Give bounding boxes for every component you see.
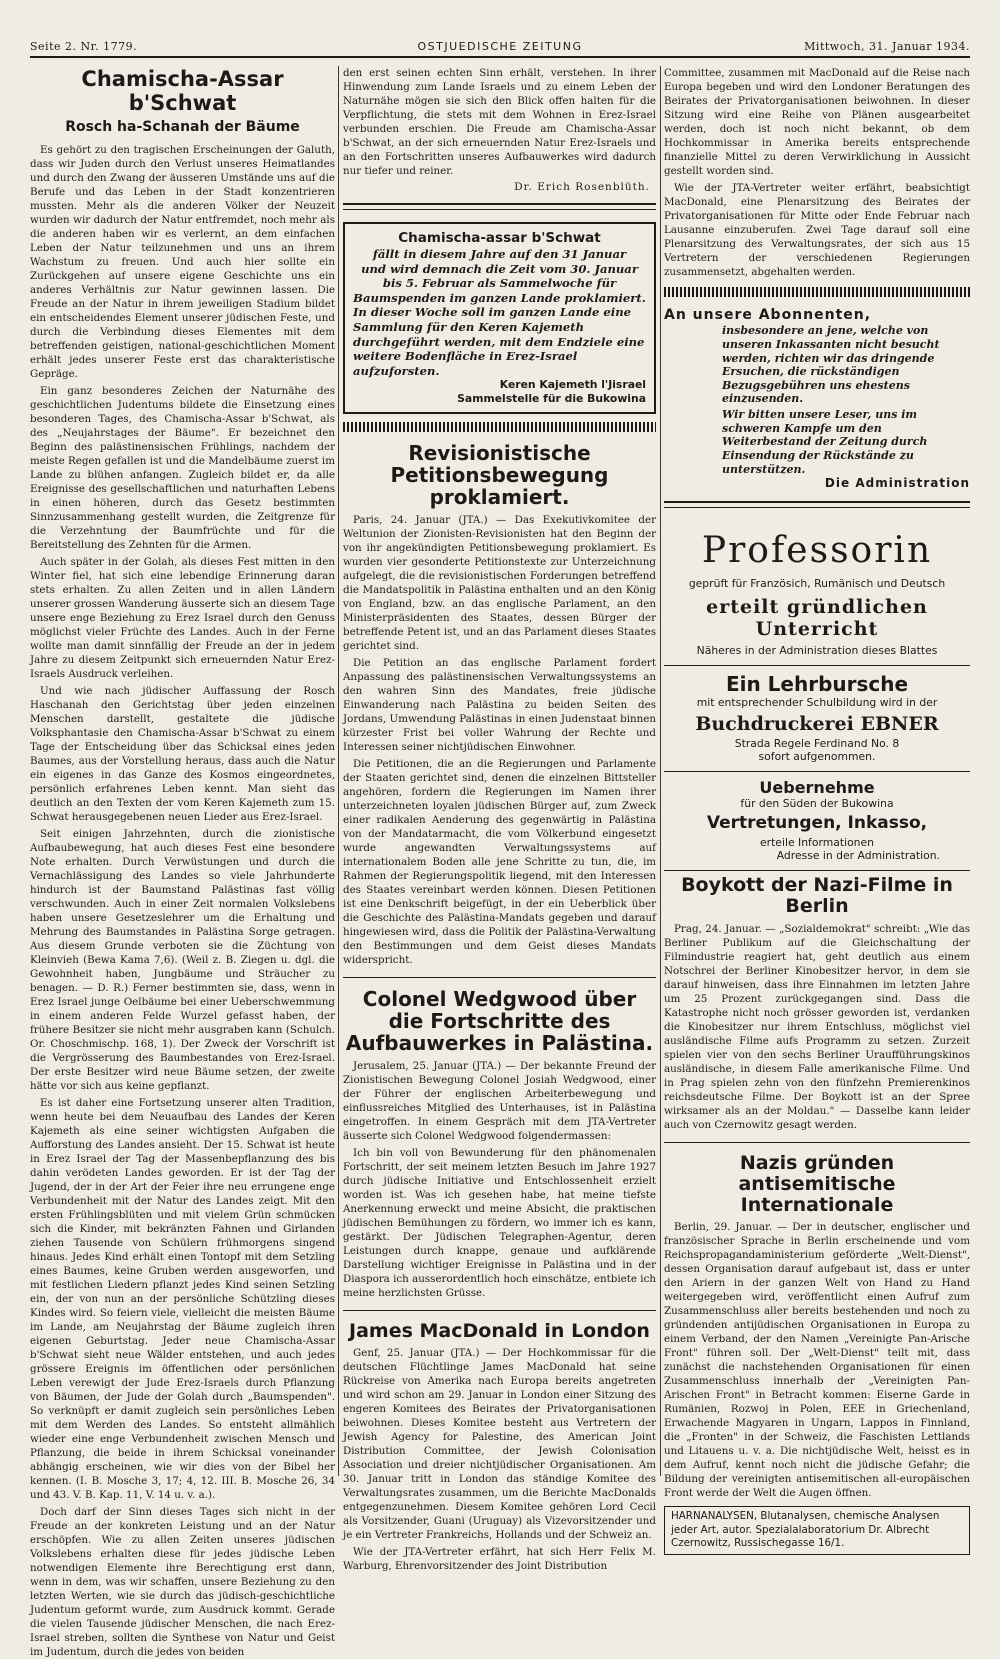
ad-line: erteilt gründlichen Unterricht <box>706 596 928 641</box>
subscriber-notice <box>664 307 970 491</box>
notice-line: Wir bitten unsere Leser, uns im schweren Kampfe um den Weiterbestand der Zeitung durch Einsendung der Rückstände zu unterstützen. <box>722 408 928 476</box>
article-title: Nazis gründen antisemitische Internationale <box>738 1151 896 1217</box>
column-3 <box>664 66 970 1550</box>
ad-uebernehme <box>664 772 970 871</box>
paragraph: Paris, 24. Januar (JTA.) — Das Exekutivkomitee der Weltunion der Zionisten-Revisionisten hat den Beginn der von ihr angekündigten Petitionsbewegung proklamiert. Es wurden vier gesonderte Petitionstexte zur Unterzeichnung aufgelegt, die die revisionistischen Forderungen betreffend die Mandatspolitik in Palästina enthalten und an den König von England, bzw. an das englische Parlament, an den Ministerpräsidenten des Staates, dessen Bürger der betreffende Petent ist, und an das Parlament dieses Staates gerichtet sind. <box>343 513 656 652</box>
article-title: Boykott der Nazi-Filme in Berlin <box>681 874 953 918</box>
tu-bishvat-notice <box>343 222 656 414</box>
ad-harnanalysen: HARNANALYSEN, Blutanalysen, chemische Analysen jeder Art, autor. Spezialalaboratorium Dr. Albrecht Czernowitz, Russischegasse 16/1. <box>664 1506 970 1554</box>
ad-title: Professorin <box>701 530 933 572</box>
ad-line: für den Süden der Bukowina <box>740 797 894 811</box>
ad-line: sofort aufgenommen. <box>758 750 876 764</box>
ad-line: Adresse in der Administration. <box>776 849 940 863</box>
ad-line: Näheres in der Administration dieses Blattes <box>696 644 938 658</box>
paragraph: Die Petition an das englische Parlament fordert Anpassung des palästinensischen Verwaltungssystems an den wahren Sinn des Mandates, freie jüdische Einwanderung nach Palästina zu beiden Seiten des Jordans, Umwendung Palästinas in einen Judenstaat binnen kürzester Frist bei voller Wahrung der Rechte und Interessen seiner nichtjüdischen Einwohner. <box>343 656 656 753</box>
paragraph: Wie der JTA-Vertreter weiter erfährt, beabsichtigt MacDonald, eine Plenarsitzung des Beirates der Privatorganisationen für Mitte oder Ende Februar nach Lausanne einzuberufen. Zwei Tage darauf soll eine Plenarsitzung des Verwaltungsrates, der sich aus 15 Vertretern der verschiedenen Regierungen zusammensetzt, abgehalten werden. <box>664 182 970 278</box>
paragraph: Ein ganz besonderes Zeichen der Naturnähe des geschichtlichen Judentums bildete die Einsetzung eines besonderen Tages, des Chamischa-Assar b'Schwat, als des „Neujahrstages der Bäume". Er bezeichnet den Beginn des palästinensischen Frühlings, nachdem der meiste Regen gefallen ist und die Mandelbäume zuerst im Lande zu blühen anfangen. Zugleich bildet er, da alle Ereignisse des gesellschaftlichen und naturhaften Lebens in einen höheren, durch das Gesetz bestimmten Sinnzusammenhang gestellt wurden, die Zeitgrenze für die Verzehntung der Baumfrüchte und für die Bereitstellung des Zehnten für die Armen. <box>30 385 335 552</box>
paragraph: Es gehört zu den tragischen Erscheinungen der Galuth, dass wir Juden durch den Verlust unseres Heimatlandes und durch den Zwang der äusseren Umstände uns auf die Berufe und das Leben in der Stadt konzentrieren mussten. Mehr als die anderen Völker der Neuzeit wurden wir dadurch der Natur entfremdet, noch mehr als die anderen haben wir es verlernt, an dem einfachen Leben der Natur teilzunehmen und uns an ihrem Wachstum zu freuen. Und auch hier sollte ein Zurückgehen auf unsere eigene Geschichte uns ein anderes Verhältnis zur Natur gewinnen lassen. Die Freude an der Natur in ihrem jeweiligen Stadium bildet ein entscheidendes Element unserer jüdischen Feste, und durch die Verbindung dieses Elementes mit dem betreffenden geistigen, national-geschichtlichen Moment erhält jedes unserer Feste erst das charakteristische Gepräge. <box>30 144 335 381</box>
divider <box>343 977 656 978</box>
paragraph: Auch später in der Golah, als dieses Fest mitten in den Winter fiel, hat sich eine lebendige Erinnerung daran stets erhalten. Zu allen Zeiten und in allen Ländern unserer grossen Wanderung äusserte sich an diesem Tage unsere enge Beziehung zu Erez Israel durch den Genuss möglichst vieler Früchte des Landes. Auch in der Ferne wollte man damit sinnfällig der Freude an der in jedem Jahre zu diesem Zeitpunkt sich erneuernden Natur Erez-Israels Ausdruck verleihen. <box>30 556 335 681</box>
paragraph: Doch darf der Sinn dieses Tages sich nicht in der Freude an der konkreten Leistung und an der Natur erschöpfen. Wie zu allen Zeiten unseres jüdischen Volkslebens erhalten diese für jedes jüdische Leben notwendigen Elemente ihre Berechtigung erst dann, wenn in dem, was wir schaffen, unsere Beziehung zu den letzten Werten, wie sie durch das jüdisch-geschichtliche Judentum geformt wurde, zum Ausdruck kommt. Gerade die vielen Tausende jüdischer Menschen, die nach Erez-Israel streben, sollten die Synthese von Natur und Geist im Judentum, durch die jedes von beiden <box>30 1506 335 1659</box>
ad-title: Uebernehme <box>759 778 875 798</box>
article-subtitle: Rosch ha-Schanah der Bäume <box>65 119 300 136</box>
notice-line: In dieser Woche soll im ganzen Lande eine Sammlung für den Keren Kajemeth durchgeführt werden, mit dem Endziele eine weitere Bodenfläche in Erez-Israel aufzuforsten. <box>353 305 645 378</box>
article-title: James MacDonald in London <box>349 1319 650 1342</box>
article-title: Revisionistische Petitionsbewegung proklamiert. <box>390 440 609 510</box>
page-number: Seite 2. Nr. 1779. <box>30 40 138 53</box>
paragraph: Jerusalem, 25. Januar (JTA.) — Der bekannte Freund der Zionistischen Bewegung Colonel Josiah Wedgwood, einer der Führer der englischen Arbeiterbewegung und einflussreiches Mitglied des Unterhauses, ist in Palästina eingetroffen. In einem Gespräch mit dem JTA-Vertreter äusserte sich Colonel Wedgwood folgendermassen: <box>343 1059 656 1142</box>
divider <box>343 203 656 210</box>
ad-title: Buchdruckerei EBNER <box>695 713 939 736</box>
paragraph: Berlin, 29. Januar. — Der in deutscher, englischer und französischer Sprache in Berlin erscheinende und vom Reichspropagandaministerium geförderte „Welt-Dienst", dessen Organisation darauf aufgebaut ist, dass er unter den Ariern in der ganzen Welt von Hand zu Hand weitergegeben wird, veröffentlicht einen Aufruf zum Zusammenschluss aller bereits bestehenden und noch zu gründenden antijüdischen Organisationen in Europa zu einem Verband, der den Namen „Vereinigte Pan-Arische Front" führen soll. Der „Welt-Dienst" teilt mit, dass zunächst die nachstehenden Organisationen für einen Zusammenschluss innerhalb der „Vereinigten Pan-Arischen Front" in Betracht kommen: Eiserne Garde in Rumänien, Rozwoj in Polen, EEE in Griechenland, Erwachende Magyaren in Ungarn, Lappos in Finnland, die „Fronten" in der Schweiz, die Faschisten Lettlands und Litauens u. v. a. Die nichtjüdische Welt, heisst es in dem Aufruf, kennt noch nicht die jüdische Gefahr; die Bildung der vereinigten antisemitischen all-europäischen Front werde der Welt die Augen öffnen. <box>664 1221 970 1500</box>
paragraph: Und wie nach jüdischer Auffassung der Rosch Haschanah den Gerichtstag über jeden einzelnen Menschen darstellt, gestaltete die jüdische Volksphantasie den Chamischa-Assar b'Schwat zu einem Tage der Entscheidung über das Schicksal eines jeden Baumes, aus der Vorstellung heraus, dass auch die Natur ein eigenes in das Ganze des Kosmos eingeordnetes, persönlich erfahrenes Leben kennt. Man sieht das deutlich an den Texten der vom Keren Kajemeth zum 15. Schwat herausgegebenen neuen Lieder aus Erez-Israel. <box>30 685 335 824</box>
ad-lehrbursche <box>664 666 970 772</box>
notice-line: fällt in diesem Jahre auf den 31 Januar <box>372 247 627 261</box>
byline: Dr. Erich Rosenblüth. <box>514 181 650 193</box>
ad-line: geprüft für Französich, Rumänisch und Deutsch <box>688 577 946 591</box>
divider <box>343 1310 656 1311</box>
ornament-divider <box>343 422 656 432</box>
paragraph: Genf, 25. Januar (JTA.) — Der Hochkommissar für die deutschen Flüchtlinge James MacDonald hat seine Rückreise von Amerika nach Europa bereits angetreten und wird schon am 29. Januar in London einer Sitzung des engeren Komitees des Beirates der Privatorganisationen beiwohnen. Dieses Komitee besteht aus Vertretern der Jewish Agency for Palestine, des American Joint Distribution Committee, der Jewish Colonisation Association und dreier nichtjüdischer Organisationen. Am 30. Januar tritt in London das ständige Komitee des Verwaltungsrates zusammen, um die Berichte MacDonalds entgegenzunehmen. Diesem Komitee gehören Lord Cecil als Vorsitzender, Guani (Uruguay) als Vizevorsitzender und je ein Vertreter Frankreichs, Hollands und der Schweiz an. <box>343 1347 656 1542</box>
paragraph: Committee, zusammen mit MacDonald auf die Reise nach Europa begeben und wird den Londoner Beratungen des Beirates der Privatorganisationen beiwohnen. In dieser Sitzung wird eine Reihe von Plänen ausgearbeitet werden, doch ist noch nicht bekannt, ob dem Hochkommissar in Amerika bereits entsprechende finanzielle Mittel zu deren Verwirklichung in Aussicht gestellt worden sind. <box>664 67 970 177</box>
notice-line: bis 5. Februar als Sammelwoche für Baumspenden im ganzen Lande proklamiert. <box>353 276 646 305</box>
notice-signature: Die Administration <box>824 476 970 491</box>
ornament-divider <box>664 287 970 297</box>
ad-line: mit entsprechender Schulbildung wird in der <box>696 696 938 710</box>
paragraph: Die Petitionen, die an die Regierungen und Parlamente der Staaten gerichtet sind, denen die einzelnen Bittsteller angehören, fordern die Regierungen im Namen ihrer unterzeichneten loyalen jüdischen Bürger auf, zum Zweck einer radikalen Aenderung des gegenwärtig in Palästina von der Mandatarmacht, die vom Völkerbund eingesetzt wurde angewandten Verwaltungssystems auf internationalem Boden alle jene Schritte zu tun, die, im Rahmen der Regierungspolitik liegend, mit den Interessen des Staates vereinbart werden können. Diesen Petitionen ist eine Denkschrift beigefügt, in der ein Ueberblick über die Geschichte des Palästina-Mandats gegeben und darauf hingewiesen wird, dass die Politik der Palästina-Verwaltung den Bestimmungen und dem Geist dieses Mandats widerspricht. <box>343 757 656 966</box>
paragraph: Ich bin voll von Bewunderung für den phänomenalen Fortschritt, der seit meinem letzten Besuch im Jahre 1927 durch jüdische Initiative und Entschlossenheit erzielt worden ist. Was ich gesehen habe, hat meine tiefste Anerkennung erweckt und meine Absicht, die praktischen jüdischen Bemühungen zu fördern, wo immer ich es kann, gestärkt. Der Jüdischen Telegraphen-Agentur, deren Leistungen durch knappe, genaue und aufklärende Darstellung wichtiger Ereignisse in Palästina und in der Diaspora ich ausserordentlich hoch einschätze, entbiete ich meine herzlichsten Grüsse. <box>343 1146 656 1299</box>
ad-title: Ein Lehrbursche <box>725 672 909 697</box>
masthead: OSTJUEDISCHE ZEITUNG <box>417 40 583 53</box>
notice-line: und wird demnach die Zeit vom 30. Januar <box>361 261 638 276</box>
article-title: Chamischa-Assar b'Schwat <box>81 67 284 115</box>
notice-title: Chamischa-assar b'Schwat <box>398 230 601 246</box>
divider <box>664 1142 970 1143</box>
paragraph: Seit einigen Jahrzehnten, durch die zionistische Aufbaubewegung, hat auch dieses Fest eine besondere Note erhalten. Durch Verwüstungen und durch die Vernachlässigung des Landes so viele Jahrhunderte hindurch ist der Baumstand Palästinas fast völlig verschwunden. Auch in einer Zeit normalen Volkslebens haben unsere Gesetzeslehrer um die Erhaltung und Mehrung des Baumstandes in Palästina Sorge getragen. Aus diesem Grunde verboten sie die Züchtung von Kleinvieh (Bewa Kama 7,6). (Weil z. B. Ziegen u. dgl. die Gewohnheit haben, Jungbäume und Sträucher zu benagen. — D. R.) Ferner bestimmten sie, dass, wenn in Erez Israel junge Oelbäume bei einer Ueberschwemmung in einem anderen Felde Wurzel gefasst haben, der frühere Besitzer sie nicht mehr ausgraben kann (Schulch. Or. Choschmischp. 168, 1). Der Zweck der Vorschrift ist die Vergrösserung des Baumbestandes von Erez-Israel. Der erste Besitzer wird neue Bäume setzen, der zweite hätte vor sich aus keine gepflanzt. <box>30 828 335 1093</box>
article-title: Colonel Wedgwood über die Fortschritte des Aufbauwerkes in Palästina. <box>345 986 654 1056</box>
column-rule <box>660 66 661 1476</box>
ad-line: erteile Informationen <box>759 836 875 850</box>
paragraph: Wie der JTA-Vertreter erfährt, hat sich Herr Felix M. Warburg, Ehrenvorsitzender des Joint Distribution <box>343 1546 656 1573</box>
paragraph: Es ist daher eine Fortsetzung unserer alten Tradition, wenn heute bei dem Neuaufbau des Landes der Keren Kajemeth als eine seiner wichtigsten Aufgaben die Aufforstung des Landes ansieht. Der 15. Schwat ist heute in Erez Israel der Tag der Massenbepflanzung des bis dahin verödeten Landes geworden. Er ist der Tag der Jugend, der in der Art der Feier ihre neu errungene enge Verbundenheit mit der Natur des Landes zeigt. Mit den ersten Frühlingsblüten und mit vielem Grün schmücken sich die Kinder, mit bekränzten Fahnen und Girlanden ziehen Tausende von Schülern frühmorgens singend hinaus. Jedes Kind erhält einen Tontopf mit dem Setzling eines Baumes, keine Gruben werden ausgeworfen, und mit festlichen Liedern pflanzt jedes Kind seinen Setzling ein, der von nun an der persönliche Schützling dieses Kindes wird. So feiern viele, vielleicht die meisten Bäume im Lande, am Neujahrstag der Bäume zugleich ihren eigenen Geburtstag. Jeder neue Chamischa-Assar b'Schwat sieht neue Wälder entstehen, und auch jedes grössere Ereignis im öffentlichen oder persönlichen Leben verewigt der Jude Erez-Israels durch Pflanzung von Bäumen, der Jude der Golah durch „Baumspenden". So verknüpft er damit zugleich sein persönliches Leben mit dem Werden des Landes. So entsteht allmählich wieder eine enge Verbundenheit zwischen Mensch und Pflanzung, die beide in ihrem Schicksal voneinander abhängig erscheinen, wie wir dies von der Bibel her kennen. (I. B. Mosche 3, 17; 4, 12. III. B. Mosche 26, 34 und 43. V. B. Kap. 11, V. 14 u. v. a.). <box>30 1097 335 1502</box>
column-rule <box>338 66 339 1476</box>
paragraph: Prag, 24. Januar. — „Sozialdemokrat" schreibt: „Wie das Berliner Publikum auf die Gleichschaltung der Filmindustrie reagiert hat, geht deutlich aus einem Notschrei der Berliner Kinobesitzer hervor, in dem sie darauf hinweisen, dass ihre Einnahmen im letzten Jahre um 25 Prozent zurückgegangen sind. Dass die Katastrophe nicht noch grösser geworden ist, verdanken die Kinobesitzer nur ihrem Entschluss, möglichst viel ausländische Filme aufs Programm zu setzen. Zurzeit spielen vier von den sechs Berliner Uraufführungskinos ausländische, in diesem Falle amerikanische Filme. Und in Prag spielen zehn von den fünfzehn Premierenkinos reichsdeutsche Filme. Der Boykott ist an der Spree wirksamer als an der Moldau." — Dasselbe kann leider auch von Czernowitz gesagt werden. <box>664 922 970 1131</box>
page-header <box>30 40 970 58</box>
ad-professorin <box>664 520 970 666</box>
ad-line: Strada Regele Ferdinand No. 8 <box>734 737 900 751</box>
notice-title: An unsere Abonnenten, <box>664 307 872 323</box>
paragraph: den erst seinen echten Sinn erhält, verstehen. In ihrer Hinwendung zum Lande Israels und zu einem Leben der Naturnähe mögen sie sich den Blick offen halten für die Verpflichtung, die stets mit dem Wohnen in Erez-Israel verbunden erschien. Die Freude am Chamischa-Assar b'Schwat, an der sich erneuernden Natur Erez-Israels und an den Fortschritten unseres Aufbauwerkes wird dadurch nur tiefer und reiner. <box>343 67 656 177</box>
column-2 <box>343 66 656 1573</box>
notice-line: insbesondere an jene, welche von unseren Inkassanten nicht besucht werden, richten wir das dringende Ersuchen, die rückständigen Bezugsgebühren uns ehestens einzusenden. <box>722 324 940 406</box>
notice-signature: Keren Kajemeth l'Jisrael <box>499 378 646 392</box>
issue-date: Mittwoch, 31. Januar 1934. <box>804 40 970 53</box>
divider <box>664 501 970 508</box>
notice-signature: Sammelstelle für die Bukowina <box>457 391 646 405</box>
ad-title: Vertretungen, Inkasso, <box>706 813 928 834</box>
column-1 <box>30 66 335 1659</box>
